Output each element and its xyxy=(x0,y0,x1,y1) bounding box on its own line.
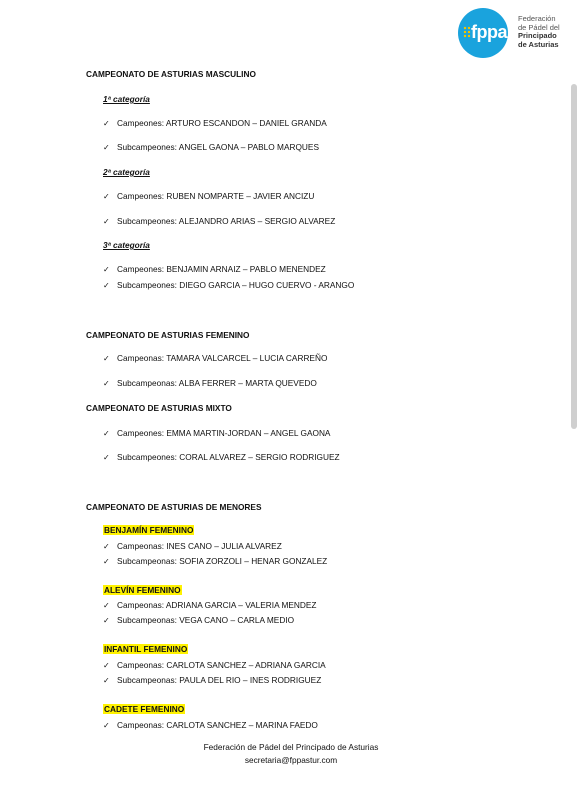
list-item: ✓ Campeones: BENJAMIN ARNAIZ – PABLO MENENDEZ xyxy=(103,264,326,274)
check-icon: ✓ xyxy=(103,429,110,438)
list-item: ✓ Campeonas: INES CANO – JULIA ALVAREZ xyxy=(103,541,282,551)
logo-line-1: Federación xyxy=(518,14,556,23)
list-item: ✓ Campeones: RUBEN NOMPARTE – JAVIER ANCIZU xyxy=(103,191,315,201)
category-alevin: ALEVÍN FEMENINO xyxy=(104,585,181,595)
check-icon: ✓ xyxy=(103,721,110,730)
logo-line-2: de Pádel del xyxy=(518,22,560,32)
section-title-masculino: CAMPEONATO DE ASTURIAS MASCULINO xyxy=(86,69,256,79)
check-icon: ✓ xyxy=(103,265,110,274)
check-icon: ✓ xyxy=(103,661,110,670)
list-item: ✓ Subcampeonas: SOFIA ZORZOLI – HENAR GONZALEZ xyxy=(103,556,328,566)
category-infantil: INFANTIL FEMENINO xyxy=(104,644,188,654)
category-benjamin: BENJAMÍN FEMENINO xyxy=(104,525,194,535)
list-item: ✓ Subcampeones: ANGEL GAONA – PABLO MARQUES xyxy=(103,142,319,152)
logo-dots xyxy=(463,26,471,38)
check-icon: ✓ xyxy=(103,453,110,462)
list-item: ✓ Campeonas: CARLOTA SANCHEZ – ADRIANA GARCIA xyxy=(103,660,326,670)
check-icon: ✓ xyxy=(103,217,110,226)
list-item: ✓ Subcampeonas: ALBA FERRER – MARTA QUEVEDO xyxy=(103,378,317,388)
logo-line-3: Principado xyxy=(518,31,557,41)
section-title-femenino: CAMPEONATO DE ASTURIAS FEMENINO xyxy=(86,330,250,340)
list-item: ✓ Campeones: EMMA MARTIN-JORDAN – ANGEL GAONA xyxy=(103,428,331,438)
check-icon: ✓ xyxy=(103,143,110,152)
category-cadete: CADETE FEMENINO xyxy=(104,704,185,714)
list-item: ✓ Campeonas: ADRIANA GARCIA – VALERIA MENDEZ xyxy=(103,600,317,610)
category-3: 3ª categoría xyxy=(103,240,150,250)
fppa-logo xyxy=(458,8,578,58)
list-item: ✓ Subcampeonas: PAULA DEL RIO – INES RODRIGUEZ xyxy=(103,675,322,685)
footer-organization: Federación de Pádel del Principado de Asturias xyxy=(203,742,379,752)
check-icon: ✓ xyxy=(103,281,110,290)
check-icon: ✓ xyxy=(103,379,110,388)
footer-email[interactable]: secretaria@fppastur.com xyxy=(244,755,338,765)
list-item: ✓ Campeonas: TAMARA VALCARCEL – LUCIA CARREÑO xyxy=(103,353,328,363)
section-title-mixto: CAMPEONATO DE ASTURIAS MIXTO xyxy=(86,403,232,413)
scrollbar[interactable] xyxy=(571,84,577,429)
section-title-menores: CAMPEONATO DE ASTURIAS DE MENORES xyxy=(86,502,262,512)
category-2: 2ª categoría xyxy=(103,167,150,177)
check-icon: ✓ xyxy=(103,676,110,685)
check-icon: ✓ xyxy=(103,354,110,363)
logo-text xyxy=(518,15,560,49)
logo-mark: fppa xyxy=(471,22,507,42)
check-icon: ✓ xyxy=(103,119,110,128)
check-icon: ✓ xyxy=(103,542,110,551)
check-icon: ✓ xyxy=(103,601,110,610)
check-icon: ✓ xyxy=(103,192,110,201)
list-item: ✓ Subcampeones: CORAL ALVAREZ – SERGIO RODRIGUEZ xyxy=(103,452,340,462)
check-icon: ✓ xyxy=(103,557,110,566)
list-item: ✓ Campeones: ARTURO ESCANDON – DANIEL GRANDA xyxy=(103,118,327,128)
logo-line-4: de Asturias xyxy=(518,39,559,49)
list-item: ✓ Subcampeones: ALEJANDRO ARIAS – SERGIO ALVAREZ xyxy=(103,216,336,226)
list-item: ✓ Campeonas: CARLOTA SANCHEZ – MARINA FAEDO xyxy=(103,720,318,730)
list-item: ✓ Subcampeones: DIEGO GARCIA – HUGO CUERVO - ARANGO xyxy=(103,280,355,290)
check-icon: ✓ xyxy=(103,616,110,625)
list-item: ✓ Subcampeonas: VEGA CANO – CARLA MEDIO xyxy=(103,615,295,625)
category-1: 1ª categoría xyxy=(103,94,150,104)
